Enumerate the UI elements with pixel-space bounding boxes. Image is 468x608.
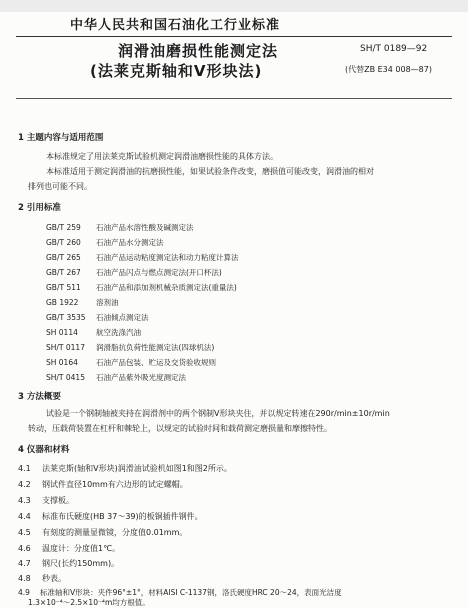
ref-code: SH 0114	[46, 328, 78, 337]
item-number: 4.6	[18, 544, 31, 553]
item-text: 温度计：分度值1℃。	[42, 544, 121, 553]
title-line-1: 润滑油磨损性能测定法	[118, 42, 279, 60]
ref-code: GB/T 3535	[46, 313, 86, 322]
section-4-heading: 4 仪器和材料	[18, 445, 70, 455]
ref-code: GB/T 267	[46, 268, 81, 277]
title-rule	[16, 98, 452, 99]
ref-item	[46, 342, 214, 353]
section-2-heading: 2 引用标准	[18, 203, 61, 213]
ref-title: 航空洗涤汽油	[96, 328, 141, 337]
apparatus-item	[18, 573, 66, 584]
ref-item	[46, 252, 239, 263]
ref-title: 石油产品和添加剂机械杂质测定法(重量法)	[96, 283, 237, 292]
section-3-paragraph-cont: 转动，压载荷装置在杠杆和棘轮上，以规定的试验时间和载荷测定磨损量和摩擦特性。	[28, 424, 332, 433]
section-3-heading: 3 方法概要	[18, 392, 61, 402]
ref-title: 石油产品运动粘度测定法和动力粘度计算法	[96, 253, 239, 262]
ref-code: SH/T 0117	[46, 343, 85, 352]
apparatus-item	[18, 558, 119, 569]
ref-item	[46, 237, 164, 248]
ref-item	[46, 312, 149, 323]
apparatus-item	[18, 543, 120, 554]
item-text: 支撑板。	[42, 496, 74, 505]
ref-title: 润滑脂抗负荷性能测定法(四球机法)	[96, 343, 215, 352]
apparatus-item	[18, 527, 187, 538]
ref-item	[46, 327, 141, 338]
ref-item	[46, 267, 222, 278]
item-number: 4.8	[18, 574, 31, 583]
item-text: 有刻度的测量显微镜，分度值0.01mm。	[42, 528, 188, 537]
section-1-paragraph-2-cont: 排列也可能不同。	[28, 182, 92, 191]
ref-code: GB/T 265	[46, 253, 81, 262]
item-text: 标准轴和V形块：夹件96°±1°，材料AISI C-1137钢，洛氏硬度HRC 20～24，表面光洁度	[40, 588, 342, 597]
header-band	[0, 0, 468, 12]
item-text: 钢试件直径10mm有六边形的试定螺帽。	[42, 480, 188, 489]
ref-item	[46, 297, 119, 308]
header-rule	[16, 36, 452, 37]
alt-number: (代替ZB E34 008—87)	[345, 65, 432, 74]
item-number: 4.2	[18, 480, 31, 489]
section-1-heading: 1 主题内容与适用范围	[18, 133, 104, 143]
section-3-paragraph: 试验是一个钢制轴被夹持在润滑剂中的两个钢制V形块夹住，并以规定转速在290r/min±10r/min	[46, 409, 390, 418]
ref-item	[46, 222, 194, 233]
item-number: 4.1	[18, 464, 31, 473]
doc-number: SH/T 0189—92	[360, 44, 428, 54]
apparatus-item	[18, 463, 232, 474]
apparatus-item	[18, 479, 188, 490]
item-number: 4.9	[18, 588, 30, 597]
item-text: 钢尺(长约150mm)。	[42, 559, 120, 568]
ref-code: GB 1922	[46, 298, 79, 307]
ref-code: GB/T 259	[46, 223, 81, 232]
ref-title: 石油倾点测定法	[96, 313, 149, 322]
item-number: 4.3	[18, 496, 31, 505]
ref-title: 石油产品水分测定法	[96, 238, 164, 247]
section-1-paragraph-2: 本标准适用于测定润滑油的抗磨损性能，如果试验条件改变，磨损值可能改变，润滑油的相对	[46, 167, 374, 176]
ref-code: GB/T 260	[46, 238, 81, 247]
title-line-2: (法莱克斯轴和V形块法)	[90, 62, 263, 80]
ref-title: 石油产品紫外吸光度测定法	[96, 373, 186, 382]
item-text: 标准布氏硬度(HB 37～39)的板铜插件钢件。	[42, 512, 203, 521]
item-text: 秒表。	[42, 574, 66, 583]
org-header: 中华人民共和国石油化工行业标准	[70, 18, 281, 33]
section-1-paragraph-1: 本标准规定了用法莱克斯试验机测定润滑油磨损性能的具体方法。	[46, 152, 278, 161]
apparatus-item	[18, 495, 74, 506]
ref-code: SH 0164	[46, 358, 78, 367]
ref-title: 石油产品闪点与燃点测定法(开口杯法)	[96, 268, 222, 277]
apparatus-item	[18, 511, 203, 522]
ref-title: 石油产品包装、贮运及交货验收规则	[96, 358, 216, 367]
ref-title: 石油产品水溶性酸及碱测定法	[96, 223, 194, 232]
ref-item	[46, 357, 216, 368]
ref-code: GB/T 511	[46, 283, 81, 292]
ref-code: SH/T 0415	[46, 373, 85, 382]
item-number: 4.5	[18, 528, 31, 537]
apparatus-item-cont: 1.3×10⁻⁴～2.5×10⁻⁴m均方根值。	[28, 598, 150, 607]
ref-item	[46, 282, 237, 293]
ref-title: 溶剂油	[96, 298, 119, 307]
item-text: 法莱克斯(轴和V形块)润滑油试验机如图1和图2所示。	[42, 464, 232, 473]
item-number: 4.7	[18, 559, 31, 568]
item-number: 4.4	[18, 512, 31, 521]
ref-item	[46, 372, 186, 383]
